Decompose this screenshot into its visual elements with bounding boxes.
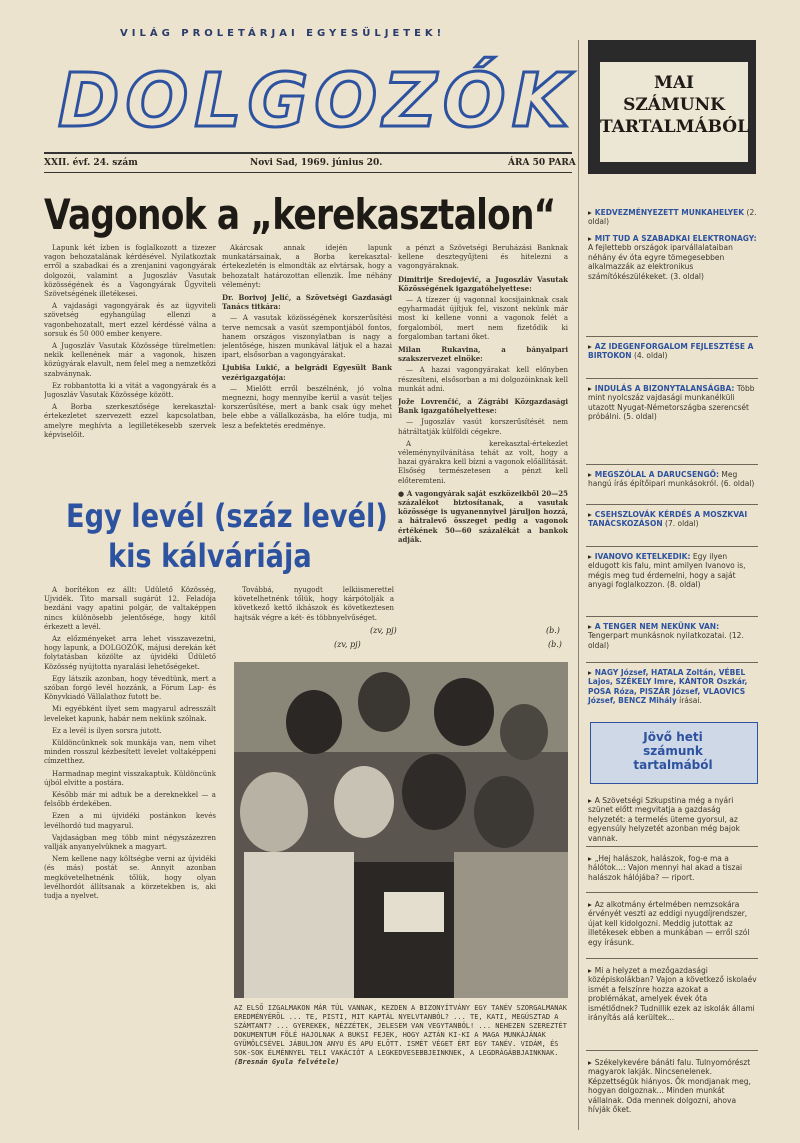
issue-price: ÁRA 50 PARA xyxy=(508,158,576,168)
photo-credit: (Bresnán Gyula felvétele) xyxy=(234,1058,340,1066)
arrow-icon: ▸ xyxy=(588,1058,592,1067)
speaker-name: Ljubiša Lukić, a belgrádi Egyesült Bank vezérigazgatója: xyxy=(222,363,392,382)
divider xyxy=(586,336,758,337)
next-item: ▸ Székelykevére bánáti falu. Tulnyomórészt magyarok lakják. Nincsenelenek. Képzettségük hiányos. Ők mondjanak meg, hogyan dolgoznak... Minden munkát vállalnak. Oda mennek dolgozni, ahova hívják őket. xyxy=(588,1058,751,1115)
next-item: ▸ „Hej halászok, halászok, fog-e ma a hálótok...: Vajon mennyi hal akad a tiszai halászok hálójába? — riport. xyxy=(588,854,743,882)
divider xyxy=(586,616,758,617)
next-item: ▸ A Szövetségi Szkupstina még a nyári szünet előtt megvitatja a gazdaság helyzetét: a termelés üteme gyorsul, az egyensúly helyzetét azonban még bajok vannak. xyxy=(588,796,740,843)
divider xyxy=(586,504,758,505)
main-article-col2 xyxy=(222,244,392,494)
toc-item: ▸ CSEHSZLOVÁK KÉRDÉS A MOSZKVAI TANÁCSKOZÁSON (7. oldal) xyxy=(588,510,748,529)
arrow-icon: ▸ xyxy=(588,966,592,975)
toc-item: ▸ AZ IDEGENFORGALOM FEJLESZTÉSE A BIRTOKON (4. oldal) xyxy=(588,342,754,361)
divider xyxy=(586,662,758,663)
children-photo xyxy=(234,662,568,998)
next-week-title: Jövő heti számunk tartalmából xyxy=(633,730,713,772)
paragraph: Nem kellene nagy költségbe verni az újvidéki (és más) postát se. Annyit azonban megkövetelhetnénk tőlük, hogy olyan levélhordót állítsanak a körzetekben is, aki tudja a nyelvet. xyxy=(44,855,216,901)
paragraph: ● A vagongyárak saját eszközeikből 20—25 százalékot biztosítanak, a vasutak közössége is ugyanennyivel járuljon hozzá, a hátralevő összeget pedig a vagonok értékének 50—60 százalékát a bankok adják. xyxy=(398,488,568,544)
paragraph: Harmadnap megint visszakaptuk. Küldöncünk újból elvitte a postára. xyxy=(44,769,216,787)
speaker-name: Milan Rukavina, a bányaipari szakszervezet elnöke: xyxy=(398,345,568,364)
issue-date: Novi Sad, 1969. június 20. xyxy=(250,158,383,168)
paragraph: Később már mi adtuk be a dereknekkel — a felsőbb érdekében. xyxy=(44,791,216,809)
signature: (zv, pj) xyxy=(370,626,397,635)
speaker-name: Dimitrije Sredojević, a Jugoszláv Vasutak Közösségének igazgatóhelyettese: xyxy=(398,274,568,293)
arrow-icon: ▸ xyxy=(588,854,592,863)
paragraph: Küldöncünknek sok munkája van, nem vihet minden rosszul kézbesített levelet voltaképpeni címzetthez. xyxy=(44,739,216,766)
main-article-col3 xyxy=(398,244,568,622)
toc-item: ▸ INDULÁS A BIZONYTALANSÁGBA: Több mint nyolcszáz vajdasági munkanélküli utazott Nyugat-Németországba szerencsét próbálni. (5. oldal) xyxy=(588,384,755,422)
paragraph: Ez robbantotta ki a vitát a vagongyárak és a Jugoszláv Vasutak Közössége között. xyxy=(44,381,216,400)
masthead-title: DOLGOZÓK xyxy=(58,58,576,144)
photo-caption xyxy=(234,1004,568,1067)
main-headline: Vagonok a „kerekasztalon“ xyxy=(44,190,556,239)
speaker-name: Dr. Borivoj Jelić, a Szövetségi Gazdasági Tanács titkára: xyxy=(222,293,392,312)
photo-graphic xyxy=(234,662,568,998)
arrow-icon: ▸ xyxy=(588,208,592,217)
paragraph: A Borba szerkesztősége kerekasztal-értekezletet szervezett ezzel kapcsolatban, amelyre meghívta a legilletékesebb szervek képviselőit. xyxy=(44,403,216,439)
paragraph: A kerekasztal-értekezlet véleménynyilvánítása tehát az volt, hogy a hazai gyárakra kell bízni a vagonok előállítását. Elsőség természetesen a pénzt kell előteremteni. xyxy=(398,439,568,485)
masthead-slogan: VILÁG PROLETÁRJAI EGYESÜLJETEK! xyxy=(120,28,446,39)
masthead-rule xyxy=(44,152,572,154)
divider xyxy=(586,464,758,465)
signature: (b.) xyxy=(548,640,562,649)
arrow-icon: ▸ xyxy=(588,384,592,393)
toc-item: ▸ IVANOVO KETELKEDIK: Egy ilyen eldugott kis falu, mint amilyen Ivanovo is, mégis meg tud érdemelni, hogy a saját anyagi foglalkozzon. (8. oldal) xyxy=(588,552,746,590)
arrow-icon: ▸ xyxy=(588,510,592,519)
second-article-col2 xyxy=(234,586,394,622)
arrow-icon: ▸ xyxy=(588,900,592,909)
toc-item: ▸ A TENGER NEM NEKÜNK VAN: Tengerpart munkásnok nyilatkozatai. (12. oldal) xyxy=(588,622,744,650)
toc-item: ▸ MEGSZÓLAL A DARUCSENGŐ: Meg hangú írás építőipari munkásokról. (6. oldal) xyxy=(588,470,755,489)
paragraph: Lapunk két ízben is foglalkozott a tizezer vagon behozatalának kérdésével. Nyilatkoztak erről a szabadkai és a zrenjanini vagongyárak dolgozói, valamint a Jugoszláv Vasutak közösségének és a Vagongyárak Ügyviteli Szövetségének illetékesei. xyxy=(44,244,216,299)
paragraph: — Jugoszláv vasút korszerűsítését nem hátráltatják külföldi cégekre. xyxy=(398,418,568,436)
divider xyxy=(586,378,758,379)
column-separator xyxy=(578,40,579,1130)
divider xyxy=(586,958,758,959)
main-article-col1 xyxy=(44,244,216,480)
issue-number: XXII. évf. 24. szám xyxy=(44,158,138,168)
toc-item: ▸ MIT TUD A SZABADKAI ELEKTRONAGY: A fejlettebb országok iparvállalataiban néhány év óta egyre tömegesebben alkalmazzák az elektronikus számítókészülékeket. (3. oldal) xyxy=(588,234,757,281)
paragraph: Az előzményeket arra lehet visszavezetni, hogy lapunk, a DOLGOZÓK, májusi derekán két folytatásban közölte az újvidéki Üdülető Közösség nyújtotta nyaralási lehetőségeket. xyxy=(44,635,216,671)
arrow-icon: ▸ xyxy=(588,668,592,677)
speaker-name: Jože Lovrenčić, a Zágrábi Közgazdasági Bank igazgatóhelyettese: xyxy=(398,397,568,416)
paragraph: — A tízezer új vagonnal kocsijainknak csak egyharmadát újítjuk fel, viszont nekünk már most ki kellene vonni a vagonok felét a forgalomból, mert nem fizetődik ki forgalomban tartani őket. xyxy=(398,296,568,341)
contents-sign-line2: SZÁMUNK xyxy=(623,95,725,115)
arrow-icon: ▸ xyxy=(588,234,592,243)
toc-item: ▸ KEDVEZMÉNYEZETT MUNKAHELYEK (2. oldal) xyxy=(588,208,757,227)
arrow-icon: ▸ xyxy=(588,470,592,479)
paragraph: Egy látszik azonban, hogy tévedtünk, mert a szóban forgó levél hozzánk, a Fórum Lap- és Könyvkiadó Vállalathoz futott be. xyxy=(44,674,216,702)
arrow-icon: ▸ xyxy=(588,622,592,631)
paragraph: a pénzt a Szövetségi Beruházási Banknak kellene desztegyűjteni és hitelezni a vagongyáraknak. xyxy=(398,244,568,271)
arrow-icon: ▸ xyxy=(588,342,592,351)
divider xyxy=(586,546,758,547)
second-headline-line1: Egy levél (száz levél) xyxy=(66,497,388,535)
paragraph: Akárcsak annak idején lapunk munkatársainak, a Borba kerekasztal-értekezletén is elmondták az elvtársak, hogy a behozatalt határozottan ellenzik. Íme néhány véleményt: xyxy=(222,244,392,289)
signature: (zv, pj) xyxy=(334,640,361,649)
paragraph: — Mielőtt erről beszélnénk, jó volna megnezni, hogy mennyibe kerül a vasút teljes korszerűsítése, mert a bank csak úgy mehet bele ebbe a vállalkozásba, ha előre tudja, mi lesz a befektetés eredménye. xyxy=(222,384,392,430)
paragraph: — A vasutak közösségének korszerűsítési terve nemcsak a vasút szempontjából fontos, hanem országos viszonylatban is nagy a jelentősége, hiszen munkával látjuk el a hazai ipart, elsősorban a vagongyárakat. xyxy=(222,314,392,360)
masthead-rule-bottom xyxy=(44,172,572,173)
next-item: ▸ Mi a helyzet a mezőgazdasági középiskolákban? Vajon a következő iskolaév ismét a felszínre hozza azokat a problémákat, amelyek évek óta ismétlődnek? Tudnillik ezek az iskolák állami irányítás alá kerültek... xyxy=(588,966,757,1023)
paragraph: Vajdaságban meg több mint négyszázezren vallják anyanyelvüknek a magyart. xyxy=(44,833,216,852)
divider xyxy=(586,892,758,893)
contents-sign-line3: TARTALMÁBÓL xyxy=(600,117,750,137)
arrow-icon: ▸ xyxy=(588,552,592,561)
paragraph: Mi egyébként ilyet sem magyarul adresszált leveleket kapunk, habár nem nekünk szólnak. xyxy=(44,705,216,723)
paragraph: — A hazai vagongyárakat kell előnyben részesíteni, elsősorban a mi dolgozóinknak kell munkát adni. xyxy=(398,366,568,393)
second-headline-line2: kis kálváriája xyxy=(108,537,312,575)
arrow-icon: ▸ xyxy=(588,796,592,805)
next-item: ▸ Az alkotmány értelmében nemzsokára érvényét veszti az eddigi nyugdíjrendszer, újat kell kidolgozni. Meddig jutottak az illetékesek ebben a munkában — erről szól egy írásunk. xyxy=(588,900,750,947)
paragraph: A borítékon ez állt: Üdülető Közösség, Ujvidék. Tito marsall sugárút 12. Feladója bezdáni vagy apatini polgár, de valtaképpen nincs különösebb jelentősége, hogy kitől érkezett a levél. xyxy=(44,586,216,631)
contents-sign xyxy=(598,60,750,164)
divider xyxy=(586,846,758,847)
paragraph: A vajdasági vagongyárak és az ügyviteli szövetség egyhangúlag ellenzi a vagonbehozatalt, mert ezzel kérdéssé válna a sorsuk és 50 000 ember kenyere. xyxy=(44,302,216,338)
paragraph: Továbbá, nyugodt lelkiismerettel követelhetnénk tőlük, hogy kárpótolják a következő kettő ikhászok és következtesen hajtsák végre a két- és többnyelvűséget. xyxy=(234,586,394,622)
paragraph: A Jugoszláv Vasutak Közössége türelmetlen: nekik kellenének már a vagonok, hiszen közúgyárak elavult, nem felel meg a nemzetközi szabványnak. xyxy=(44,342,216,378)
contents-sign-line1: MAI xyxy=(654,73,694,93)
paragraph: Ez a levél is ilyen sorsra jutott. xyxy=(52,726,162,735)
caption-text: AZ ELSŐ IZGALMAKON MÁR TÚL VANNAK, KEZDEN A BIZONYÍTVÁNY EGY TANÉV SZORGALMANAK EREDMÉNYÉRÕL ... TE, PISTI, MIT KAPTÁL NYELVTANBÓL? ... TE, KATI, MEGÚSZTAD A SZÁMTANT? ... GYEREKEK, NÉZZÉTEK, JELESEM VAN VEGYTANBÓL! ... NEHEZEN SZEREZTÉT DOKUMENTUM FÖLÉ HAJOLNAK A BUKSI FEJEK, HOGY AZTÁN KI-KI A MAGA MUNKÁJÁNAK GYÜMÖLCSÉVEL JÁBULJON ANYU ÉS APU ELŐTT. ISMÉT VÉGET ÉRT EGY TANÉV. VIDÁM, ÉS SOK-SOK ÉLMÉNNYEL TELI VAKÁCIÓT A LEGKEDVESEBBJEINKNEK, A LEGDRÁGÁBBJAINKNAK. xyxy=(234,1004,567,1057)
paragraph: Ezen a mi újvidéki postánkon kevés levélhordó tud magyarul. xyxy=(44,812,216,830)
second-article-col1 xyxy=(44,586,216,1130)
divider xyxy=(586,1050,758,1051)
signature: (b.) xyxy=(546,626,560,635)
toc-item: ▸ NAGY József, HATALA Zoltán, VÉBEL Lajos, SZÉKELY Imre, KÁNTOR Oszkár, POSA Róza, PISZÁR József, VLAOVICS József, BENCZ Mihály írásai. xyxy=(588,668,748,706)
